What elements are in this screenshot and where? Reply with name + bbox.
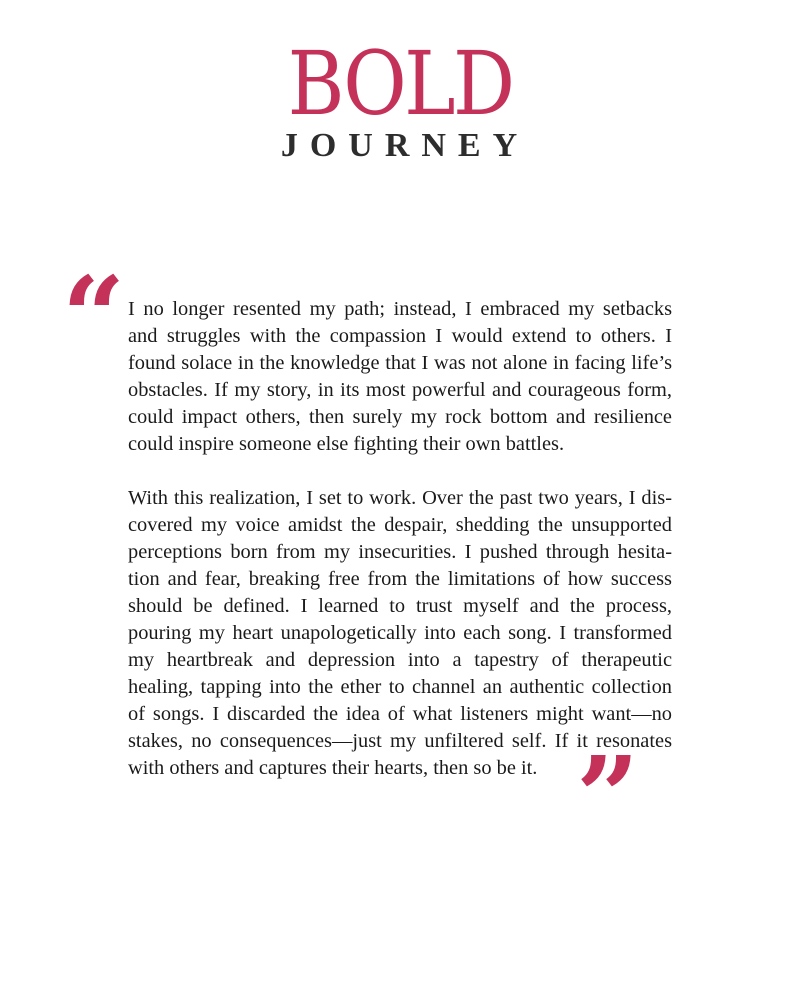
quote-line: With this realization, I set to work. Over the past two years, I dis-	[128, 487, 672, 509]
quote-line: tion and fear, breaking free from the limitations of how success	[128, 568, 672, 590]
logo-word-bold: BOLD	[287, 32, 513, 135]
quote-line: with others and captures their hearts, then so be it.	[128, 757, 538, 779]
quote-line: found solace in the knowledge that I was not alone in facing life’s	[128, 352, 672, 374]
quote-line: healing, tapping into the ether to channel an authentic collection	[128, 676, 672, 698]
quote-paragraph-1	[128, 296, 672, 458]
quote-line: and struggles with the compassion I would extend to others. I	[128, 325, 672, 347]
brand-logo	[0, 32, 800, 164]
quote-line: pouring my heart unapologetically into each song. I transformed	[128, 622, 672, 644]
quote-line: obstacles. If my story, in its most powerful and courageous form,	[128, 379, 672, 401]
quote-line: should be defined. I learned to trust myself and the process,	[128, 595, 672, 617]
quote-line: stakes, no consequences—just my unfiltered self. If it resonates	[128, 730, 672, 752]
quote-line: I no longer resented my path; instead, I embraced my setbacks	[128, 298, 672, 320]
pull-quote	[128, 296, 672, 782]
quote-line: my heartbreak and depression into a tapestry of therapeutic	[128, 649, 672, 671]
quote-line: could impact others, then surely my rock bottom and resilience	[128, 406, 672, 428]
quote-line: covered my voice amidst the despair, shedding the unsupported	[128, 514, 672, 536]
logo-word-journey: JOURNEY	[280, 127, 530, 164]
quote-line: could inspire someone else fighting their own battles.	[128, 433, 565, 455]
quote-line: perceptions born from my insecurities. I pushed through hesita-	[128, 541, 672, 563]
open-quote-icon: “	[62, 252, 118, 381]
quote-line: of songs. I discarded the idea of what listeners might want—no	[128, 703, 672, 725]
close-quote-icon: ”	[576, 732, 632, 861]
